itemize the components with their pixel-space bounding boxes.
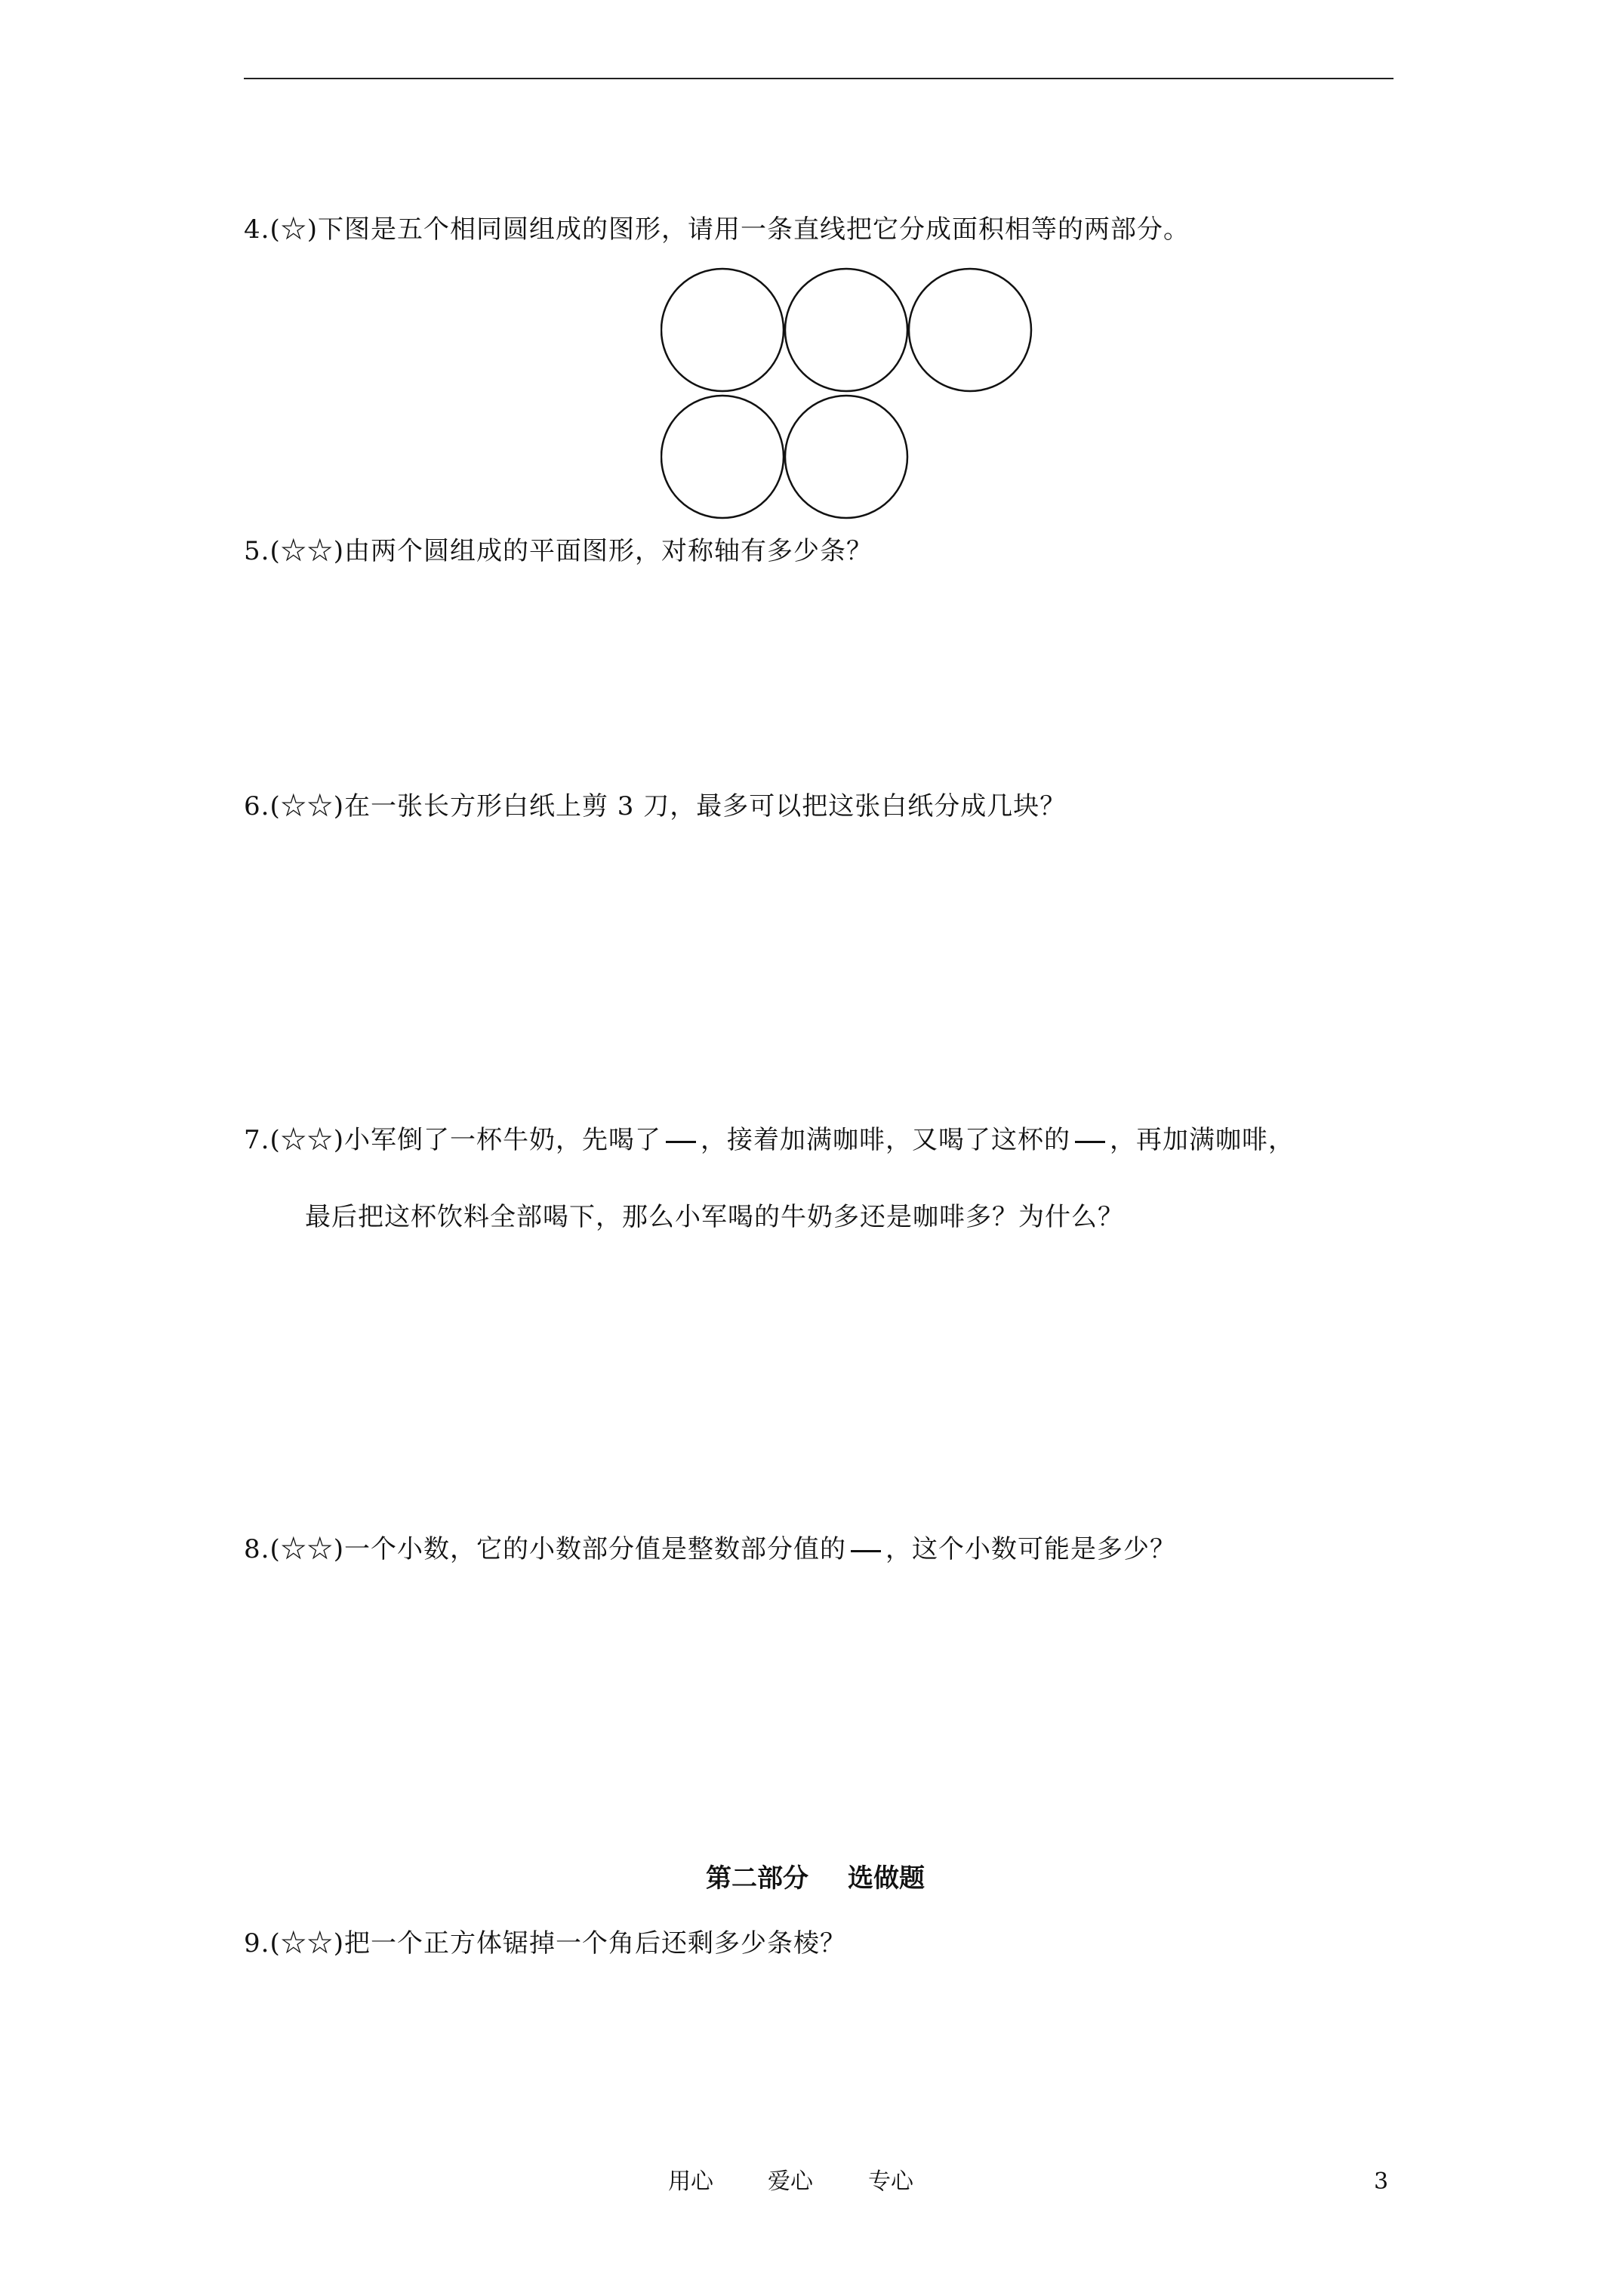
question-text-part-a: 一个小数，它的小数部分值是整数部分值的 [343,1534,846,1564]
difficulty-stars: (☆☆) [269,536,344,566]
question-7-line-2: 最后把这杯饮料全部喝下，那么小军喝的牛奶多还是咖啡多？为什么？ [305,1202,1124,1232]
five-circles-figure [661,266,1053,522]
question-9 [244,1927,846,1960]
question-5 [244,535,873,568]
question-text: 在一张长方形白纸上剪 3 刀，最多可以把这张白纸分成几块？ [343,791,1067,821]
question-8 [244,1533,1176,1566]
fraction-blank [666,1141,696,1143]
fraction-blank [1075,1141,1105,1143]
difficulty-stars: (☆☆) [269,1534,344,1564]
question-text-part-b: ，这个小数可能是多少？ [885,1534,1176,1564]
question-text-part-b: ，接着加满咖啡，又喝了这杯的 [700,1125,1070,1155]
question-text-part-c: ，再加满咖啡， [1109,1125,1295,1155]
question-number: 8. [244,1534,270,1564]
question-text-part-a: 小军倒了一杯牛奶，先喝了 [343,1125,661,1155]
difficulty-stars: (☆☆) [269,1928,344,1959]
footer-item-zhuanxin: 专心 [868,2168,913,2195]
question-4 [244,213,1190,246]
question-7 [244,1123,1295,1157]
question-number: 6. [244,791,270,821]
circle-top-middle [785,269,907,391]
difficulty-stars: (☆☆) [269,791,344,821]
circle-top-right [909,269,1031,391]
section-title [706,1862,925,1895]
circle-bottom-middle [785,396,907,518]
difficulty-stars: (☆☆) [269,1125,344,1155]
question-number: 4. [244,214,270,245]
question-number: 7. [244,1125,270,1155]
circle-bottom-left [661,396,784,518]
question-number: 9. [244,1928,270,1959]
section-part: 第二部分 [706,1863,808,1894]
section-name: 选做题 [848,1863,925,1894]
question-text: 把一个正方体锯掉一个角后还剩多少条棱？ [343,1928,846,1959]
question-6 [244,790,1066,823]
page-number: 3 [1374,2168,1389,2195]
question-text: 由两个圆组成的平面图形，对称轴有多少条？ [343,536,873,566]
difficulty-stars: (☆) [269,214,318,245]
fraction-blank [851,1550,881,1552]
footer-item-aixin: 爱心 [768,2168,813,2195]
footer-item-yongxin: 用心 [668,2168,713,2195]
question-text: 下图是五个相同圆组成的图形，请用一条直线把它分成面积相等的两部分。 [317,214,1190,245]
circle-top-left [661,269,784,391]
header-rule [244,78,1394,79]
question-number: 5. [244,536,270,566]
